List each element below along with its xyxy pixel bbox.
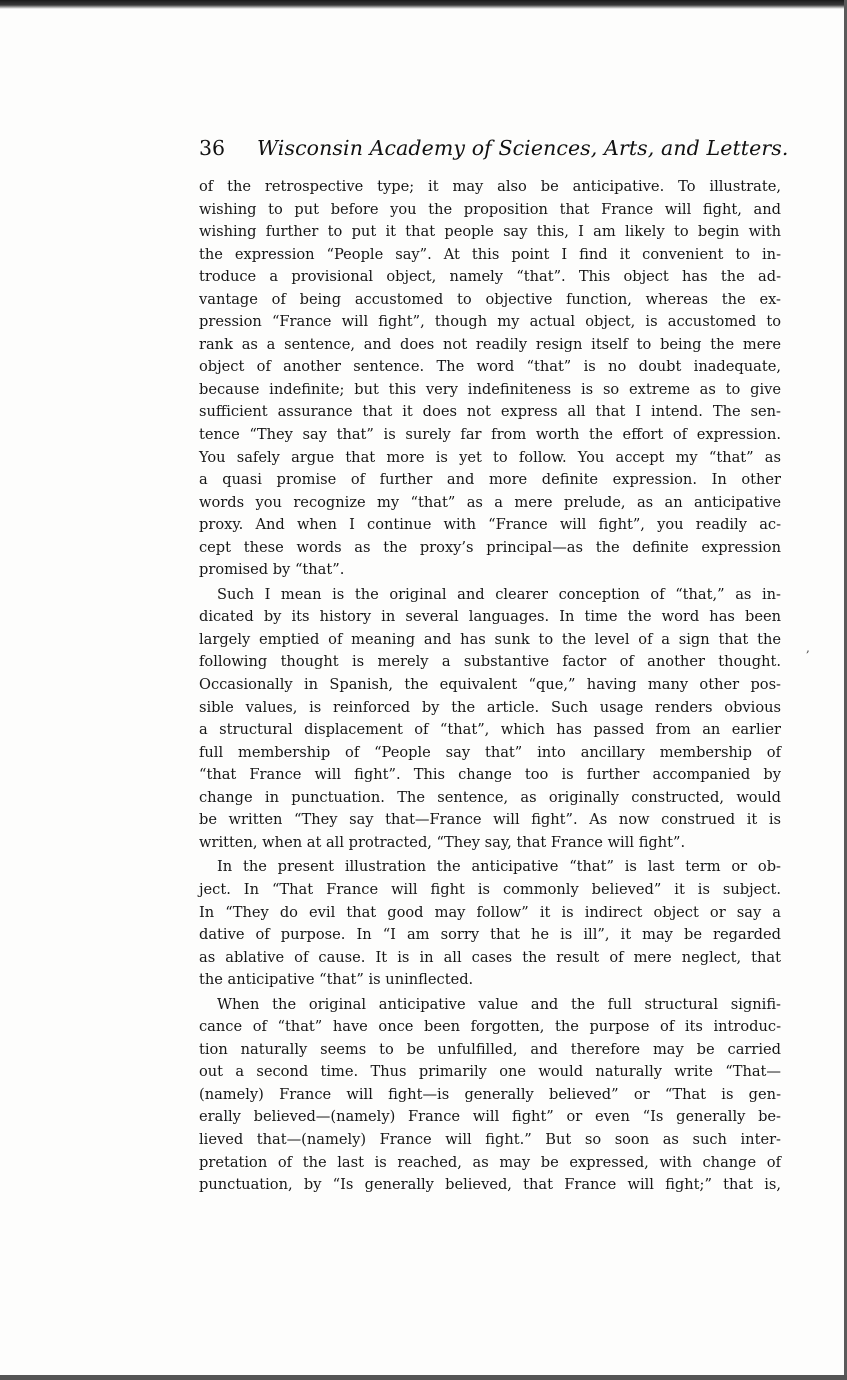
paragraph-1	[199, 176, 781, 582]
running-head	[199, 136, 789, 166]
running-title: Wisconsin Academy of Sciences, Arts, and Letters.	[257, 136, 789, 160]
text-line: largely emptied of meaning and has sunk to the level of a sign that the	[199, 630, 781, 648]
text-line: troduce a provisional object, namely “that”. This object has the ad-	[199, 268, 781, 286]
text-line: pretation of the last is reached, as may be expressed, with change of	[199, 1153, 781, 1171]
text-line: cance of “that” have once been forgotten, the purpose of its introduc-	[199, 1018, 781, 1036]
text-line: proxy. And when I continue with “France will fight”, you readily ac-	[199, 516, 781, 534]
text-line: because indefinite; but this very indefiniteness is so extreme as to give	[199, 380, 781, 398]
text-line: When the original anticipative value and the full structural signifi-	[217, 995, 781, 1013]
text-line: a quasi promise of further and more definite expression. In other	[199, 471, 781, 489]
text-line: punctuation, by “Is generally believed, that France will fight;” that is,	[199, 1176, 781, 1194]
text-line: object of another sentence. The word “that” is no doubt inadequate,	[199, 358, 781, 376]
text-line: cept these words as the proxy’s principal—as the definite expression	[199, 538, 781, 556]
text-line: wishing to put before you the proposition that France will fight, and	[199, 200, 781, 218]
text-line: Such I mean is the original and clearer conception of “that,” as in-	[217, 585, 781, 603]
text-line: out a second time. Thus primarily one would naturally write “That—	[199, 1063, 781, 1081]
text-line: promised by “that”.	[199, 561, 345, 579]
text-line: as ablative of cause. It is in all cases the result of mere neglect, that	[199, 948, 781, 966]
text-line: ject. In “That France will fight is commonly believed” it is subject.	[199, 880, 781, 898]
text-line: sible values, is reinforced by the article. Such usage renders obvious	[199, 698, 781, 716]
body-text	[199, 176, 781, 1199]
scan-bottom-edge	[0, 1375, 847, 1380]
text-line: written, when at all protracted, “They say, that France will fight”.	[199, 833, 686, 851]
text-line: tence “They say that” is surely far from worth the effort of expression.	[199, 426, 781, 444]
text-line: You safely argue that more is yet to follow. You accept my “that” as	[199, 448, 781, 466]
paragraph-3	[199, 856, 781, 991]
text-line: the anticipative “that” is uninflected.	[199, 971, 474, 989]
paragraph-2	[199, 584, 781, 855]
text-line: rank as a sentence, and does not readily resign itself to being the mere	[199, 335, 781, 353]
text-line: the expression “People say”. At this point I find it convenient to in-	[199, 245, 781, 263]
text-line: a structural displacement of “that”, which has passed from an earlier	[199, 721, 781, 739]
text-line: (namely) France will fight—is generally believed” or “That is gen-	[199, 1085, 781, 1103]
text-line: In “They do evil that good may follow” it is indirect object or say a	[199, 903, 781, 921]
text-line: vantage of being accustomed to objective function, whereas the ex-	[199, 290, 781, 308]
text-line: erally believed—(namely) France will fight” or even “Is generally be-	[199, 1108, 781, 1126]
text-line: change in punctuation. The sentence, as originally constructed, would	[199, 788, 781, 806]
text-line: words you recognize my “that” as a mere prelude, as an anticipative	[199, 493, 781, 511]
text-line: of the retrospective type; it may also be anticipative. To illustrate,	[199, 178, 781, 195]
scan-top-edge	[0, 0, 847, 9]
text-line: pression “France will fight”, though my actual object, is accustomed to	[199, 313, 781, 331]
text-line: Occasionally in Spanish, the equivalent “que,” having many other pos-	[199, 676, 781, 694]
text-line: dicated by its history in several languages. In time the word has been	[199, 608, 781, 626]
page-number: 36	[199, 136, 226, 160]
text-line: be written “They say that—France will fight”. As now construed it is	[199, 811, 781, 829]
text-line: tion naturally seems to be unfulfilled, and therefore may be carried	[199, 1040, 781, 1058]
stray-mark: ,	[806, 641, 810, 655]
paragraph-4	[199, 994, 781, 1197]
text-line: following thought is merely a substantive factor of another thought.	[199, 653, 781, 671]
text-line: In the present illustration the anticipative “that” is last term or ob-	[217, 858, 781, 876]
text-line: full membership of “People say that” into ancillary membership of	[199, 743, 781, 761]
text-line: wishing further to put it that people say this, I am likely to begin with	[199, 223, 781, 241]
text-line: sufficient assurance that it does not express all that I intend. The sen-	[199, 403, 781, 421]
text-line: “that France will fight”. This change too is further accompanied by	[199, 766, 781, 784]
text-line: lieved that—(namely) France will fight.” But so soon as such inter-	[199, 1130, 781, 1148]
text-line: dative of purpose. In “I am sorry that he is ill”, it may be regarded	[199, 926, 781, 944]
